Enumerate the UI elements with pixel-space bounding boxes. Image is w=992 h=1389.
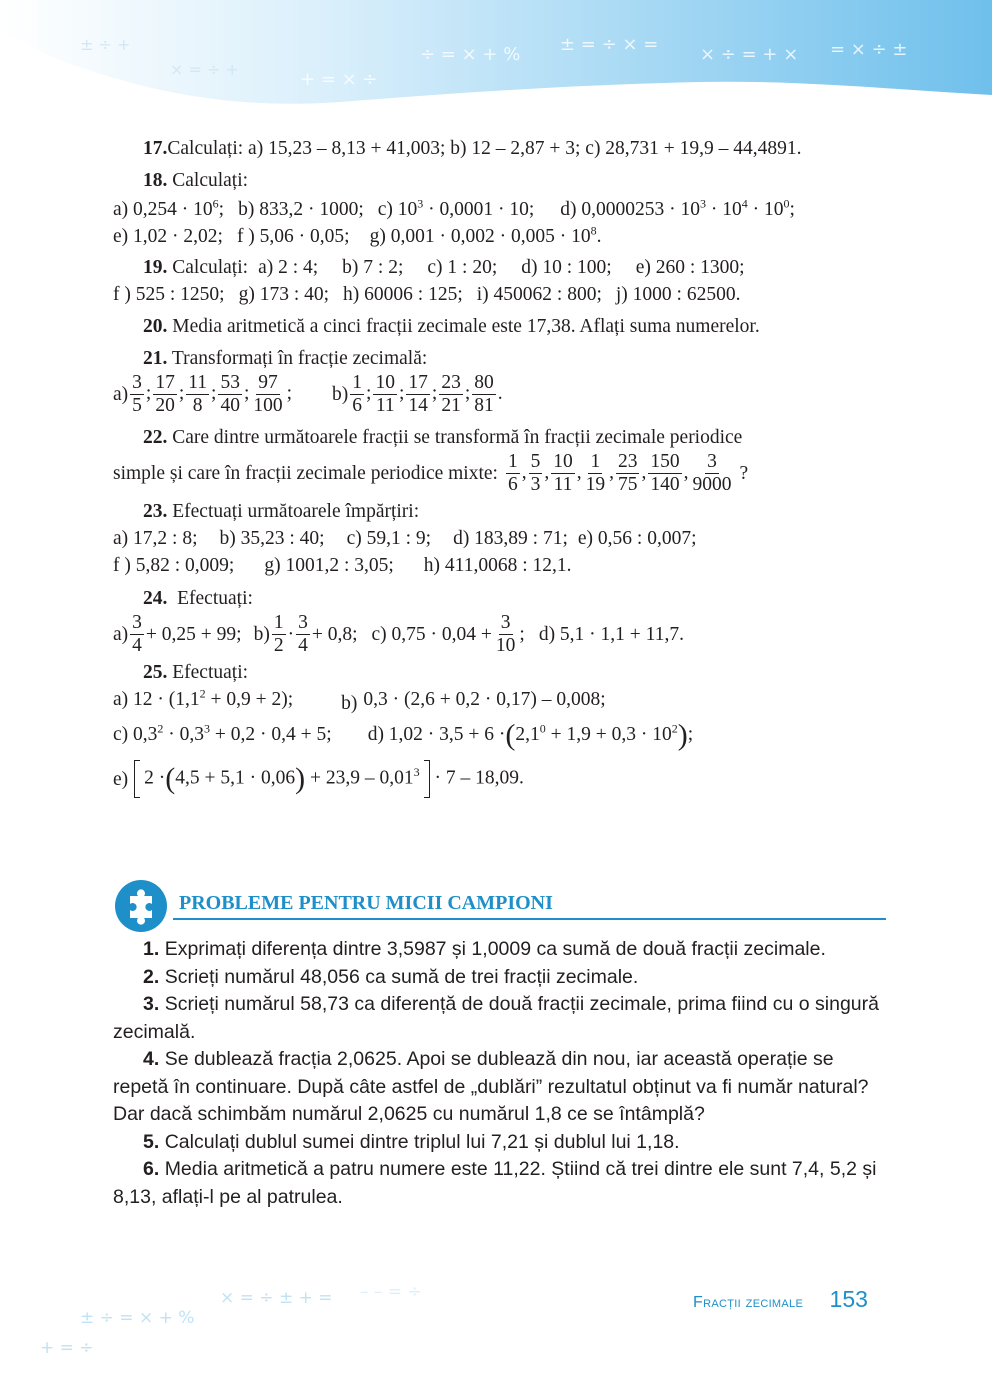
puzzle-icon xyxy=(113,878,169,934)
item-b: 0,3 · (2,6 + 0,2 · 0,17) – 0,008; xyxy=(363,689,606,710)
page-footer xyxy=(693,1286,868,1313)
fraction-group-b: $\frac{1}{6}$ ; $\frac{10}{11}$ ; $\frac{17}{14}$ ; $\frac{23}{21}$ ; $\frac{80}{81}$ . xyxy=(352,372,503,416)
fraction: $\frac{17}{14}$ xyxy=(408,372,428,416)
exercise-number: 17. xyxy=(143,138,168,159)
exercise-number: 20. xyxy=(143,316,168,337)
problem-item: 3. Scrieți numărul 58,73 ca diferență de două fracții zecimale, prima fiind cu o singură zecimală. xyxy=(113,993,879,1043)
item-a-rest: + 0,25 + 99; xyxy=(145,624,242,645)
exercise-23-row-1 xyxy=(113,525,883,552)
item: e) 260 : 1300; xyxy=(635,257,745,278)
problem-item: 5. Calculați dublul sumei dintre triplul lui 7,21 și dublul lui 1,18. xyxy=(143,1130,680,1153)
fraction: $\frac{10}{11}$ xyxy=(375,372,395,416)
exercise-19-row-1 xyxy=(113,254,883,281)
item-e: e) 1,02 · 2,02; xyxy=(113,226,223,247)
fraction: $\frac{1}{2}$ xyxy=(273,612,284,656)
exercise-18-row-1 xyxy=(113,196,883,223)
fraction: $\frac{3}{9000}$ xyxy=(692,451,732,495)
fraction: $\frac{3}{5}$ xyxy=(132,372,142,416)
item-f: f ) 5,06 · 0,05; xyxy=(236,226,350,247)
exercise-number: 19. xyxy=(143,257,168,278)
item: b) 7 : 2; xyxy=(342,257,404,278)
fraction: $\frac{150}{140}$ xyxy=(650,451,680,495)
exercise-title: Efectuați următoarele împărțiri: xyxy=(172,501,420,522)
exercise-22-line-2 xyxy=(113,451,883,496)
svg-text:× = ÷ +: × = ÷ + xyxy=(170,60,239,79)
exercise-23-title xyxy=(113,498,883,525)
item: g) 1001,2 : 3,05; xyxy=(264,555,394,576)
item-a: a) $0,254 \cdot 10^6$; xyxy=(113,196,225,220)
item-d: d) $1,02 \cdot 3,5 + 6 \cdot(2,1^0 + 1,9 + 0,3 \cdot 10^2)$; xyxy=(367,718,694,752)
fraction: $\frac{17}{20}$ xyxy=(155,372,175,416)
exercise-title: Efectuați: xyxy=(172,662,249,683)
exercise-21-title xyxy=(113,345,883,372)
item-b-label: b) xyxy=(341,693,358,714)
bottom-banner xyxy=(0,1275,520,1385)
item: i) 450062 : 800; xyxy=(476,284,602,305)
fraction: $\frac{1}{6}$ xyxy=(352,372,363,416)
fraction: $\frac{11}{8}$ xyxy=(188,372,208,416)
fraction: $\frac{3}{4}$ xyxy=(132,612,142,656)
fraction: $\frac{23}{21}$ xyxy=(441,372,461,416)
item-g: g) $0,001 \cdot 0,002 \cdot 0,005 \cdot 10^8$. xyxy=(369,223,602,247)
problem-item: 2. Scrieți numărul 48,056 ca sumă de trei fracții zecimale. xyxy=(143,965,639,988)
exercise-number: 22. xyxy=(143,427,168,448)
svg-text:= × ÷ ±: = × ÷ ± xyxy=(830,39,908,60)
item-b-label: b) xyxy=(253,624,270,645)
fraction: $\frac{80}{81}$ xyxy=(474,372,494,416)
item: a) 17,2 : 8; xyxy=(113,528,198,549)
item-a: a) $12 \cdot (1,1^2 + 0,9 + 2)$; xyxy=(113,686,294,710)
fraction: $\frac{3}{10}$ xyxy=(495,612,516,656)
dot: · xyxy=(287,624,295,645)
fraction: $\frac{1}{19}$ xyxy=(585,451,606,495)
item-b-rest: + 0,8; xyxy=(311,624,358,645)
exercise-20 xyxy=(113,313,883,340)
item-e: $2 \cdot(4,5 + 5,1 \cdot 0,06) + 23,9 - 0,01^3 \cdot 7 - 18,09$. xyxy=(134,760,524,798)
fraction: $\frac{97}{100}$ xyxy=(253,372,283,416)
problem-item: 1. Exprimați diferența dintre 3,5987 și 1,0009 ca sumă de două fracții zecimale. xyxy=(143,938,826,960)
item: g) 173 : 40; xyxy=(238,284,330,305)
exercise-text: Calculați: a) 15,23 – 8,13 + 41,003; b) 12 – 2,87 + 3; c) 28,731 + 19,9 – 44,4891. xyxy=(167,138,802,159)
exercise-text: simple și care în fracții zecimale periodice mixte: xyxy=(113,463,498,484)
exercise-24-row xyxy=(113,612,883,657)
item-d: d) 5,1 · 1,1 + 11,7. xyxy=(538,624,684,645)
question-mark: ? xyxy=(739,463,749,484)
item: h) 411,0068 : 12,1. xyxy=(423,555,572,576)
item-c: c) $10^3 \cdot 0,0001 \cdot 10$; xyxy=(377,196,535,220)
svg-text:÷ = × + %: ÷ = × + % xyxy=(420,44,521,65)
fraction: $\frac{10}{11}$ xyxy=(553,451,573,495)
item: b) 35,23 : 40; xyxy=(219,528,325,549)
problem-item: 6. Media aritmetică a patru numere este 11,22. Știind că trei dintre ele sunt 7,4, 5,2 și 8,13, aflați-l pe al patrulea. xyxy=(113,1158,877,1208)
exercise-title: Calculați: xyxy=(172,170,249,191)
exercise-title: Transformați în fracție zecimală: xyxy=(171,348,428,369)
item: c) 1 : 20; xyxy=(427,257,498,278)
exercise-25-row-1 xyxy=(113,686,883,713)
top-banner xyxy=(0,0,992,120)
exercise-number: 25. xyxy=(143,662,168,683)
exercise-21-fractions xyxy=(113,372,883,417)
exercise-number: 18. xyxy=(143,170,168,191)
item-c: c) $0,3^2 \cdot 0,3^3 + 0,2 \cdot 0,4 + 5$; xyxy=(113,721,332,745)
item: j) 1000 : 62500. xyxy=(615,284,741,305)
item: f ) 5,82 : 0,009; xyxy=(113,555,235,576)
svg-text:+ = ÷: + = ÷ xyxy=(40,1338,94,1358)
item: h) 60006 : 125; xyxy=(343,284,463,305)
fraction-group-a: $\frac{3}{5}$ ; $\frac{17}{20}$ ; $\frac{11}{8}$ ; $\frac{53}{40}$ ; $\frac{97}{100}$ ; xyxy=(132,372,293,416)
svg-text:± = ÷ × =: ± = ÷ × = xyxy=(560,34,659,55)
fraction: $\frac{23}{75}$ xyxy=(617,451,638,495)
problem-item: 4. Se dublează fracția 2,0625. Apoi se dublează din nou, iar această operație se repetă în continuare. După câte astfel de „dublări” rezultatul obținut va fi număr natural? Dar dacă schimbăm numărul 2,0625 cu numărul 1,8 ce se întâmplă? xyxy=(113,1048,869,1125)
exercise-title: Efectuați: xyxy=(177,588,253,609)
exercise-number: 24. xyxy=(143,588,168,609)
item: c) 59,1 : 9; xyxy=(346,528,432,549)
item: d) 10 : 100; xyxy=(521,257,612,278)
exercise-text: Media aritmetică a cinci fracții zecimale este 17,38. Aflați suma numerelor. xyxy=(172,316,760,337)
section-title: PROBLEME PENTRU MICII CAMPIONI xyxy=(179,892,553,914)
item: e) 0,56 : 0,007; xyxy=(577,528,697,549)
exercise-number: 21. xyxy=(143,348,168,369)
item-c: c) 0,75 · 0,04 + xyxy=(371,624,492,645)
exercise-24-title xyxy=(113,585,883,612)
page-number: 153 xyxy=(829,1286,868,1312)
fraction: $\frac{3}{4}$ xyxy=(298,612,308,656)
exercise-25-title xyxy=(113,659,883,686)
exercise-23-row-2 xyxy=(113,552,883,579)
fraction: $\frac{1}{6}$ xyxy=(507,451,518,495)
section-header xyxy=(113,878,883,926)
item-a-label: a) xyxy=(113,384,129,405)
item-e-label: e) xyxy=(113,768,129,790)
item: a) 2 : 4; xyxy=(258,257,319,278)
item-c-end: ; xyxy=(519,624,525,645)
exercise-18-title xyxy=(113,167,883,194)
exercise-17 xyxy=(113,135,883,162)
exercise-19-row-2 xyxy=(113,281,883,308)
svg-text:± ÷ +: ± ÷ + xyxy=(80,35,131,54)
exercise-22-line-1 xyxy=(113,424,883,451)
svg-text:× = ÷ ± + =: × = ÷ ± + = xyxy=(220,1288,333,1308)
svg-text:× ÷ = + ×: × ÷ = + × xyxy=(700,44,799,65)
exercises xyxy=(113,132,883,798)
exercise-title: Calculați: xyxy=(172,257,249,278)
chapter-title: Fracții zecimale xyxy=(693,1294,804,1311)
problems-list xyxy=(113,936,883,1211)
exercise-number: 23. xyxy=(143,501,168,522)
exercise-25-row-3 xyxy=(113,760,883,798)
fraction-group: $\frac{1}{6}$ , $\frac{5}{3}$ , $\frac{10}{11}$ , $\frac{1}{19}$ , $\frac{23}{75}$ , $\frac{150}{140}$ , $\frac{3}{9000}$ xyxy=(507,451,732,495)
item-b-label: b) xyxy=(332,384,349,405)
section-divider xyxy=(173,918,886,920)
fraction: $\frac{5}{3}$ xyxy=(530,451,541,495)
fraction: $\frac{53}{40}$ xyxy=(220,372,240,416)
exercise-25-row-2 xyxy=(113,718,883,752)
item: f ) 525 : 1250; xyxy=(113,284,225,305)
exercise-18-row-2 xyxy=(113,223,883,250)
svg-text:+ = × ÷: + = × ÷ xyxy=(300,69,378,90)
svg-text:± ÷ = × + %: ± ÷ = × + % xyxy=(80,1308,195,1328)
item: d) 183,89 : 71; xyxy=(453,528,568,549)
svg-text:– – = ÷: – – = ÷ xyxy=(360,1282,422,1302)
item-b: b) 833,2 · 1000; xyxy=(238,199,364,220)
item-d: d) $0,0000253 \cdot 10^3 \cdot 10^4 \cdot 10^0$; xyxy=(560,196,795,220)
item-a-label: a) xyxy=(113,624,129,645)
exercise-text: Care dintre următoarele fracții se transformă în fracții zecimale periodice xyxy=(172,427,743,448)
